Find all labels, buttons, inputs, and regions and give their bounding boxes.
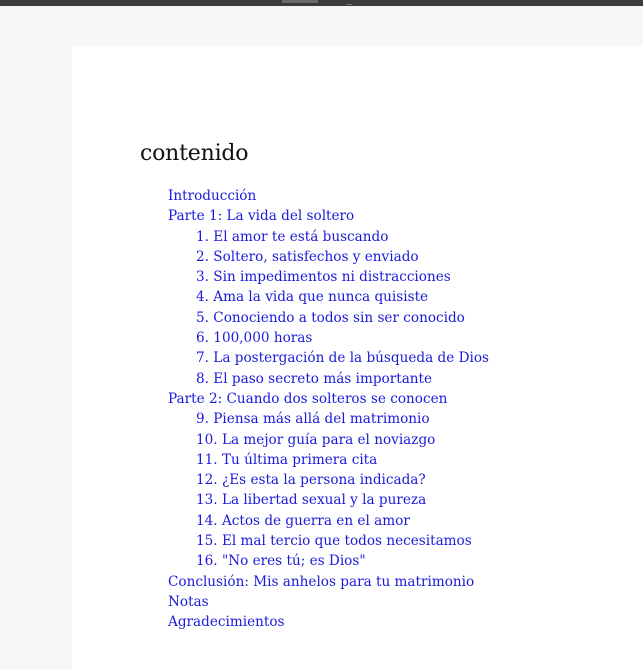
toc-section-link[interactable]: Notas (168, 593, 209, 610)
toc-chapter-item (168, 551, 489, 571)
toc-chapter-link[interactable]: 8. El paso secreto más importante (196, 370, 433, 387)
toolbar-glyph-icon (346, 0, 352, 5)
toc-chapter-item (168, 247, 489, 267)
toc-chapter-link[interactable]: 9. Piensa más allá del matrimonio (196, 411, 430, 428)
toc-chapter-link[interactable]: 14. Actos de guerra en el amor (196, 512, 410, 529)
toc-chapter-link[interactable]: 6. 100,000 horas (196, 330, 313, 347)
toc-chapter-item (168, 409, 489, 429)
toc-section-item (168, 389, 489, 409)
toc-section-item (168, 592, 489, 612)
table-of-contents (168, 186, 489, 633)
toc-chapter-link[interactable]: 13. La libertad sexual y la pureza (196, 492, 427, 509)
toc-chapter-item (168, 531, 489, 551)
toc-chapter-item (168, 490, 489, 510)
toc-chapter-link[interactable]: 16. "No eres tú; es Dios" (196, 553, 366, 570)
toc-chapter-item (168, 348, 489, 368)
toc-section-link[interactable]: Introducción (168, 188, 257, 204)
toc-chapter-item (168, 369, 489, 389)
toc-title: contenido (140, 141, 249, 166)
toc-section-item (168, 612, 489, 632)
toc-chapter-link[interactable]: 10. La mejor guía para el noviazgo (196, 431, 436, 448)
toc-chapter-link[interactable]: 4. Ama la vida que nunca quisiste (196, 289, 429, 306)
toc-chapter-link[interactable]: 11. Tu última primera cita (196, 451, 378, 468)
toc-chapter-link[interactable]: 12. ¿Es esta la persona indicada? (196, 472, 426, 489)
toc-chapter-item (168, 328, 489, 348)
toc-chapter-item (168, 430, 489, 450)
toc-section-link[interactable]: Agradecimientos (168, 614, 285, 631)
toc-chapter-link[interactable]: 2. Soltero, satisfechos y enviado (196, 248, 419, 265)
toc-section-link[interactable]: Parte 2: Cuando dos solteros se conocen (168, 390, 448, 407)
toc-chapter-item (168, 450, 489, 470)
toc-chapter-link[interactable]: 5. Conociendo a todos sin ser conocido (196, 309, 465, 326)
toc-chapter-link[interactable]: 3. Sin impedimentos ni distracciones (196, 269, 451, 286)
toc-section-item (168, 572, 489, 592)
toc-chapter-item (168, 470, 489, 490)
toc-chapter-link[interactable]: 7. La postergación de la búsqueda de Dios (196, 350, 490, 367)
toc-chapter-item (168, 511, 489, 531)
toc-chapter-item (168, 308, 489, 328)
toc-chapter-item (168, 227, 489, 247)
toolbar-handle (282, 0, 318, 3)
toc-section-link[interactable]: Parte 1: La vida del soltero (168, 208, 355, 225)
toc-chapter-item (168, 267, 489, 287)
toc-section-item (168, 206, 489, 226)
toc-chapter-link[interactable]: 1. El amor te está buscando (196, 228, 389, 245)
toc-section-item (168, 186, 489, 206)
toc-chapter-link[interactable]: 15. El mal tercio que todos necesitamos (196, 533, 472, 550)
toc-section-link[interactable]: Conclusión: Mis anhelos para tu matrimonio (168, 573, 475, 590)
toc-chapter-item (168, 287, 489, 307)
window-top-bar (0, 0, 643, 6)
